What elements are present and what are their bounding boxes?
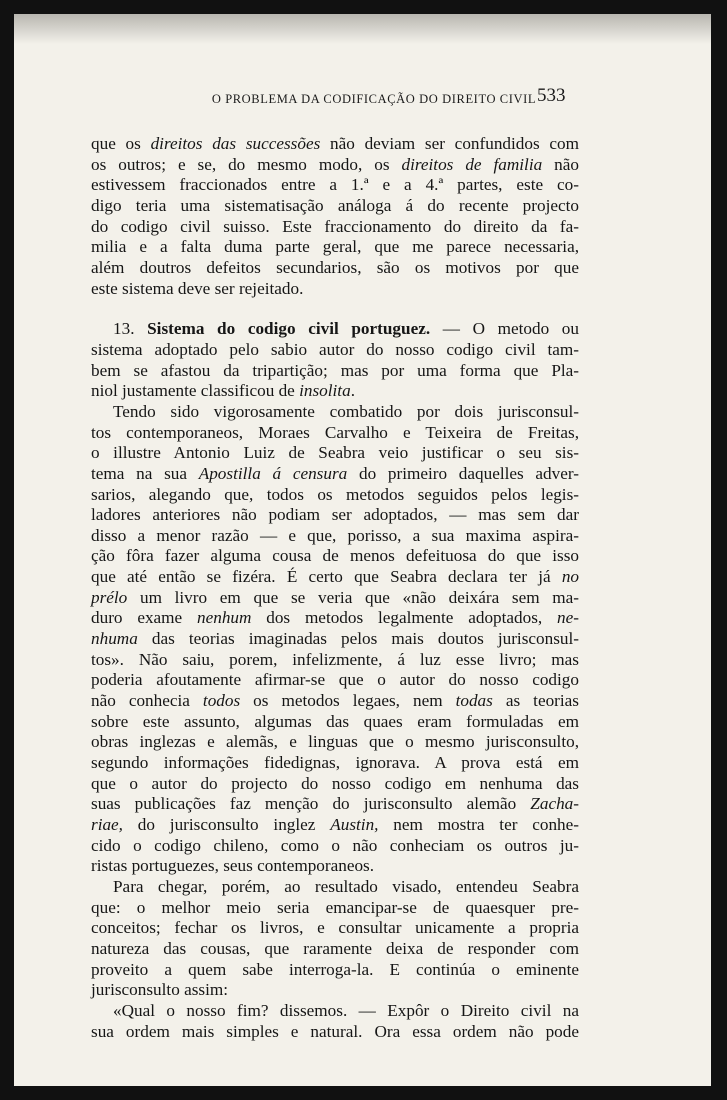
- text-run: Para chegar, porém, ao resultado visado, entendeu Seabra: [113, 876, 579, 896]
- text-run: não: [542, 154, 579, 174]
- text-line: [91, 381, 579, 402]
- text-run: este sistema deve ser rejeitado.: [91, 278, 304, 298]
- text-run: 13.: [113, 319, 148, 339]
- text-run: não conhecia: [91, 691, 203, 711]
- paragraph-section-13: [91, 319, 579, 402]
- body-text: [91, 134, 579, 1042]
- text-line: [91, 505, 579, 526]
- text-run: proveito a quem sabe interroga-la. E continúa o eminente: [91, 959, 579, 979]
- text-run: bem se afastou da tripartição; mas por uma forma que Pla-: [91, 360, 579, 380]
- text-run: nem mostra ter conhe-: [378, 815, 579, 834]
- text-line: [91, 155, 579, 176]
- text-run: dos metodos legalmente adoptados,: [251, 608, 558, 628]
- text-run: segundo informações fidedignas, ignorava. A prova está em: [91, 753, 579, 773]
- text-line: [91, 691, 579, 712]
- text-run: obras inglezas e alemãs, e linguas que o mesmo jurisconsulto,: [91, 732, 579, 752]
- text-run: suas publicações faz menção do jurisconsulto alemão: [91, 794, 531, 814]
- text-run: sua ordem mais simples e natural. Ora essa ordem não pode: [91, 1021, 579, 1041]
- text-line: [91, 279, 579, 300]
- text-line: [91, 898, 579, 919]
- text-run: cido o codigo chileno, como o não conheciam os outros ju-: [91, 835, 579, 855]
- italic-run: insolita: [299, 381, 351, 401]
- text-run: — O metodo ou: [430, 319, 579, 339]
- text-run: do codigo civil suisso. Este fraccionamento do direito da fa-: [91, 216, 579, 236]
- text-line: [91, 1022, 579, 1043]
- text-line: [91, 402, 579, 423]
- text-line: [91, 629, 579, 650]
- text-line: [91, 340, 579, 361]
- text-line: [91, 464, 579, 485]
- italic-run: no: [561, 567, 579, 587]
- text-line: [91, 670, 579, 691]
- text-line: [91, 794, 579, 815]
- text-line: [91, 546, 579, 567]
- text-run: disso a menor razão — e que, porisso, a sua maxima aspira-: [91, 525, 579, 545]
- text-run: milia e a falta duma parte geral, que me parece necessaria,: [91, 237, 579, 257]
- text-run: os outros; e se, do mesmo modo, os: [91, 154, 402, 174]
- paragraph-4: [91, 877, 579, 1001]
- paragraph-quote: [91, 1001, 579, 1042]
- text-run: poderia afoutamente afirmar-se que o autor do nosso codigo: [91, 670, 579, 690]
- text-run: conceitos; fechar os livros, e consultar unicamente a propria: [91, 918, 579, 938]
- text-run: .: [350, 381, 355, 401]
- text-run: natureza das cousas, que raramente deixa de responder com: [91, 938, 579, 958]
- text-run: tema na sua: [91, 463, 199, 483]
- text-run: duro exame: [91, 608, 197, 628]
- text-line: [91, 815, 579, 836]
- text-run: que o autor do projecto do nosso codigo em nenhuma das: [91, 773, 579, 793]
- italic-run: Apostilla á censura: [198, 463, 348, 483]
- italic-run: direitos de familia: [401, 154, 543, 174]
- italic-run: todas: [455, 691, 493, 711]
- text-run: as teorias: [492, 691, 579, 711]
- text-line: [91, 712, 579, 733]
- text-run: «Qual o nosso fim? dissemos. — Expôr o Direito civil na: [113, 1000, 579, 1020]
- text-run: que: o melhor meio seria emancipar-se de quaesquer pre-: [91, 897, 579, 917]
- italic-run: prélo: [91, 587, 128, 607]
- text-line: [91, 217, 579, 238]
- text-line: [91, 175, 579, 196]
- text-run: sarios, alegando que, todos os metodos seguidos pelos legis-: [91, 484, 579, 504]
- text-line: [91, 567, 579, 588]
- italic-run: todos: [202, 691, 241, 711]
- text-line: [91, 774, 579, 795]
- text-line: [91, 753, 579, 774]
- text-run: ção fôra fazer alguma cousa de menos defeituosa do que isso: [91, 546, 579, 566]
- section-heading: Sistema do codigo civil portuguez.: [147, 319, 431, 339]
- page-number: 533: [537, 85, 566, 106]
- text-run: tos». Não saiu, porem, infelizmente, á luz esse livro; mas: [91, 649, 579, 669]
- text-line: [91, 877, 579, 898]
- text-line: [91, 319, 579, 340]
- text-run: do jurisconsulto inglez: [122, 815, 331, 834]
- paragraph-gap: [91, 299, 579, 319]
- text-run: os metodos legaes, nem: [240, 691, 456, 711]
- page-shadow-edge: [14, 14, 711, 44]
- text-run: que os: [91, 134, 151, 153]
- text-run: digo teria uma sistematisação análoga á do recente projecto: [91, 195, 579, 215]
- text-line: [91, 588, 579, 609]
- text-line: [91, 960, 579, 981]
- paragraph-1: [91, 134, 579, 299]
- text-line: [91, 361, 579, 382]
- text-run: sobre este assunto, algumas das quaes eram formuladas em: [91, 711, 579, 731]
- text-line: [91, 732, 579, 753]
- text-run: sistema adoptado pelo sabio autor do nosso codigo civil tam-: [91, 339, 579, 359]
- text-line: [91, 856, 579, 877]
- text-line: [91, 980, 579, 1001]
- text-run: além doutros defeitos secundarios, são os motivos por que: [91, 257, 579, 277]
- text-line: [91, 423, 579, 444]
- italic-run: nenhum: [197, 608, 252, 628]
- text-line: [91, 134, 579, 155]
- text-run: do primeiro daquelles adver-: [347, 463, 579, 483]
- text-run: não deviam ser confundidos com: [320, 134, 579, 153]
- text-run: ristas portuguezes, seus contemporaneos.: [91, 856, 375, 876]
- text-run: tos contemporaneos, Moraes Carvalho e Teixeira de Freitas,: [91, 422, 579, 442]
- book-page: [14, 14, 711, 1086]
- text-run: que até então se fizéra. É certo que Seabra declara ter já: [91, 567, 562, 587]
- text-line: [91, 836, 579, 857]
- running-header: O PROBLEMA DA CODIFICAÇÃO DO DIREITO CIVIL: [211, 92, 537, 106]
- text-line: [91, 918, 579, 939]
- italic-run: ne-: [557, 608, 579, 628]
- italic-run: Austin,: [330, 815, 379, 834]
- text-line: [91, 196, 579, 217]
- text-line: [91, 485, 579, 506]
- text-line: [91, 608, 579, 629]
- text-run: Tendo sido vigorosamente combatido por dois jurisconsul-: [113, 401, 579, 421]
- text-line: [91, 650, 579, 671]
- text-line: [91, 526, 579, 547]
- text-run: estivessem fraccionados entre a 1.ª e a 4.ª partes, este co-: [91, 175, 579, 195]
- text-line: [91, 258, 579, 279]
- text-run: um livro em que se veria que «não deixára sem ma-: [127, 587, 579, 607]
- text-line: [91, 939, 579, 960]
- text-line: [91, 1001, 579, 1022]
- text-line: [91, 237, 579, 258]
- paragraph-3: [91, 402, 579, 877]
- text-run: niol justamente classificou de: [91, 381, 300, 401]
- italic-run: direitos das successões: [150, 134, 321, 153]
- text-line: [91, 443, 579, 464]
- italic-run: nhuma: [91, 629, 138, 649]
- italic-run: Zacha-: [530, 794, 579, 814]
- italic-run: riae,: [91, 815, 123, 834]
- text-run: jurisconsulto assim:: [91, 980, 229, 1000]
- text-run: ladores anteriores não podiam ser adoptados, — mas sem dar: [91, 505, 579, 525]
- text-run: das teorias imaginadas pelos mais doutos jurisconsul-: [137, 629, 579, 649]
- text-run: o illustre Antonio Luiz de Seabra veio justificar o seu sis-: [91, 443, 579, 463]
